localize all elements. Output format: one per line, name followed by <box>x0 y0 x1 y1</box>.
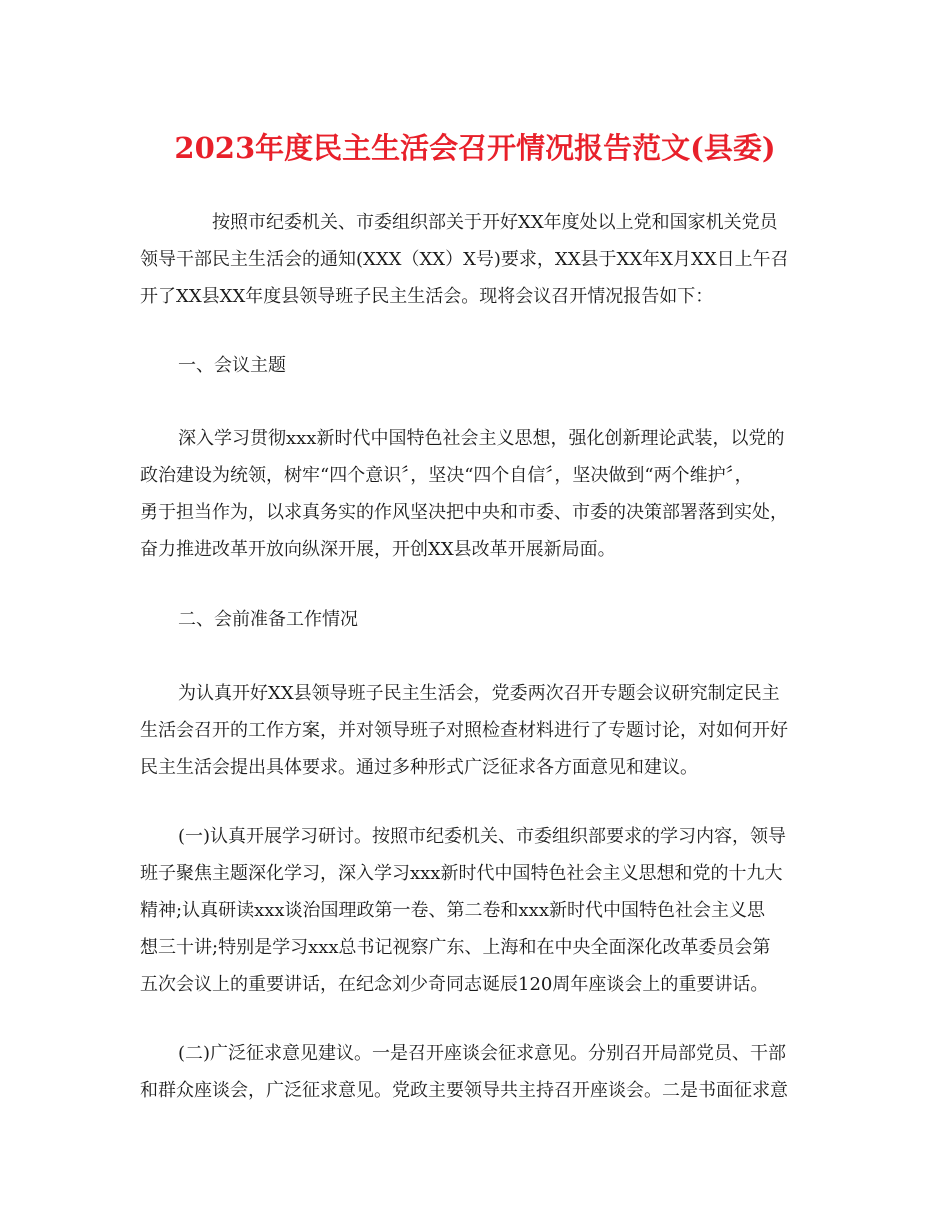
paragraph-line: 想三十讲;特别是学习xxx总书记视察广东、上海和在中央全面深化改革委员会第 <box>140 937 771 958</box>
intro-paragraph <box>140 204 820 315</box>
paragraph-line: 奋力推进改革开放向纵深开展，开创XX县改革开展新局面。 <box>140 539 616 560</box>
paragraph-line: 精神;认真研读xxx谈治国理政第一卷、第二卷和xxx新时代中国特色社会主义思 <box>140 900 765 921</box>
paragraph-line: 勇于担当作为，以求真务实的作风坚决把中央和市委、市委的决策部署落到实处， <box>140 502 788 523</box>
paragraph-line: 政治建设为统领，树牢“四个意识〞，坚决“四个自信〞，坚决做到“两个维护〞， <box>140 465 753 486</box>
paragraph-line: 领导干部民主生活会的通知(XXX（XX）X号)要求，XX县于XX年X月XX日上午召 <box>140 249 789 270</box>
paragraph-line: 班子聚焦主题深化学习，深入学习xxx新时代中国特色社会主义思想和党的十九大 <box>140 863 783 884</box>
paragraph-line: 和群众座谈会，广泛征求意见。党政主要领导共主持召开座谈会。二是书面征求意 <box>140 1080 788 1101</box>
study-discussion-paragraph <box>140 818 820 1003</box>
meeting-theme-paragraph <box>140 420 820 568</box>
section-heading-preparation: 二、会前准备工作情况 <box>178 609 358 630</box>
feedback-collection-paragraph <box>140 1035 820 1109</box>
paragraph-line: 深入学习贯彻xxx新时代中国特色社会主义思想，强化创新理论武装，以党的 <box>178 428 785 449</box>
paragraph-line: 民主生活会提出具体要求。通过多种形式广泛征求各方面意见和建议。 <box>140 757 698 778</box>
paragraph-line: 生活会召开的工作方案，并对领导班子对照检查材料进行了专题讨论，对如何开好 <box>140 720 788 741</box>
paragraph-line: (一)认真开展学习研讨。按照市纪委机关、市委组织部要求的学习内容，领导 <box>178 826 787 847</box>
paragraph-line: 为认真开好XX县领导班子民主生活会，党委两次召开专题会议研究制定民主 <box>178 683 780 704</box>
paragraph-line: 五次会议上的重要讲话，在纪念刘少奇同志诞辰120周年座谈会上的重要讲话。 <box>140 974 769 995</box>
paragraph-line: 开了XX县XX年度县领导班子民主生活会。现将会议召开情况报告如下： <box>140 286 714 307</box>
section-heading-meeting-theme: 一、会议主题 <box>178 355 286 376</box>
preparation-paragraph <box>140 675 820 786</box>
paragraph-line: 按照市纪委机关、市委组织部关于开好XX年度处以上党和国家机关党员 <box>212 212 778 233</box>
paragraph-line: (二)广泛征求意见建议。一是召开座谈会征求意见。分别召开局部党员、干部 <box>178 1043 787 1064</box>
document-title: 2023年度民主生活会召开情况报告范文(县委) <box>174 131 776 165</box>
